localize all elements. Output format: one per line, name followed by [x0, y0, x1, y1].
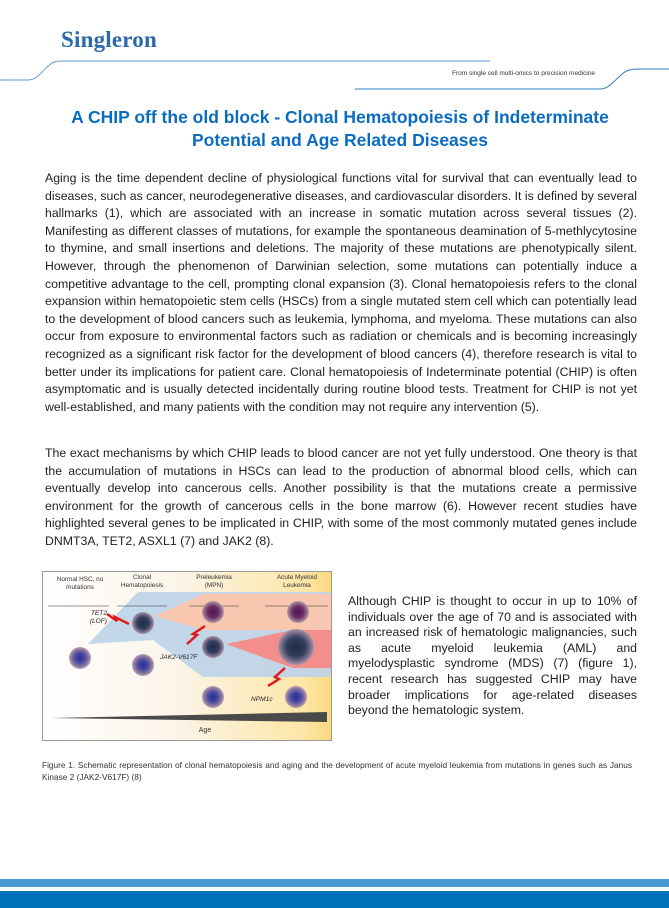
- preleukemia-cell: [202, 601, 224, 623]
- chip-prevalence-paragraph: Although CHIP is thought to occur in up to 10% of individuals over the age of 70 and is associated with an increased risk of hematologic malignancies, such as acute myeloid leukemia (AML) and myelodysplastic syndrome (MDS) (7) (figure 1), recent research has suggested CHIP may have broader implications for age-related diseases beyond the hematologic system.: [348, 594, 637, 718]
- normal-hsc-cell: [69, 647, 91, 669]
- stage-label-clonal: Clonal Hematopoiesis: [120, 574, 164, 589]
- clonal-cell-2: [202, 636, 224, 658]
- aml-purple-cell: [287, 601, 309, 623]
- stage-label-normal: Normal HSC, no mutations: [56, 576, 104, 591]
- npm1-label: NPM1c: [251, 696, 273, 703]
- figure-1-schematic: [42, 571, 332, 741]
- footer-stripe-light: [0, 879, 669, 887]
- intro-paragraph: Aging is the time dependent decline of physiological functions vital for survival that can eventually lead to diseases, such as cancer, neurodegenerative diseases, and cardiovascular disorders. It is defined by several hallmarks (1), which are associated with an increase in somatic mutation across several tissues (2). Manifesting as different classes of mutations, for example the spontaneous deamination of 5-methlycytosine to thymine, and small insertions and deletions. The majority of these mutations are phenotypically silent. However, through the phenomenon of Darwinian selection, some mutations can potentially induce a competitive advantage to the cell, prompting clonal expansion (3). Clonal hematopoiesis refers to the clonal expansion within hematopoietic stem cells (HSCs) from a single mutated stem cell which can potentially lead to the development of blood cancers such as leukemia, lymphoma, and myeloma. These mutations can also occur from exposure to environmental factors such as radiation or chemicals and is becoming increasingly recognized as a significant risk factor for the development of blood cancers (4), therefore research is vital to better under its implications for patient care. Clonal hematopoiesis of Indeterminate potential (CHIP) is often asymptomatic and is usually detected incidentally during routine blood tests. Treatment for CHIP is not yet well-established, and many patients with the condition may not require any intervention (5).: [45, 171, 637, 414]
- normal-cell-4: [285, 686, 307, 708]
- figure-caption: Figure 1. Schematic representation of clonal hematopoiesis and aging and the development of acute myeloid leukemia from mutations in genes such as Janus Kinase 2 (JAK2-V617F) (8): [42, 760, 632, 782]
- age-axis-label: Age: [198, 727, 212, 734]
- age-bar: [51, 712, 327, 722]
- normal-cell-2: [132, 654, 154, 676]
- stage-label-aml: Acute Myeloid Leukemia: [276, 574, 318, 589]
- jak2-label: JAK2-V617F: [160, 654, 198, 661]
- normal-cell-3: [202, 686, 224, 708]
- tet2-label: TET2 (LOF): [89, 610, 107, 625]
- stage-label-preleukemia: Preleukemia (MPN): [196, 574, 232, 589]
- header-tagline: From single cell multi-omics to precision medicine: [452, 70, 596, 77]
- mechanisms-paragraph: The exact mechanisms by which CHIP leads to blood cancer are not yet fully understood. One theory is that the accumulation of mutations in HSCs can lead to the production of abnormal blood cells, which can eventually develop into cancerous cells. Another possibility is that the mutations create a permissive environment for the growth of cancerous cells in the bone marrow (6). However recent studies have highlighted several genes to be implicated in CHIP, with some of the most commonly mutated genes include DNMT3A, TET2, ASXL1 (7) and JAK2 (8).: [45, 446, 637, 548]
- footer-stripe-dark: [0, 891, 669, 908]
- aml-blast-cell: [278, 629, 314, 665]
- page-title: A CHIP off the old block - Clonal Hematopoiesis of Indeterminate Potential and Age Related Diseases: [71, 107, 609, 150]
- page-header: [0, 0, 669, 100]
- clonal-cell: [132, 612, 154, 634]
- singleron-logo: Singleron: [61, 27, 157, 52]
